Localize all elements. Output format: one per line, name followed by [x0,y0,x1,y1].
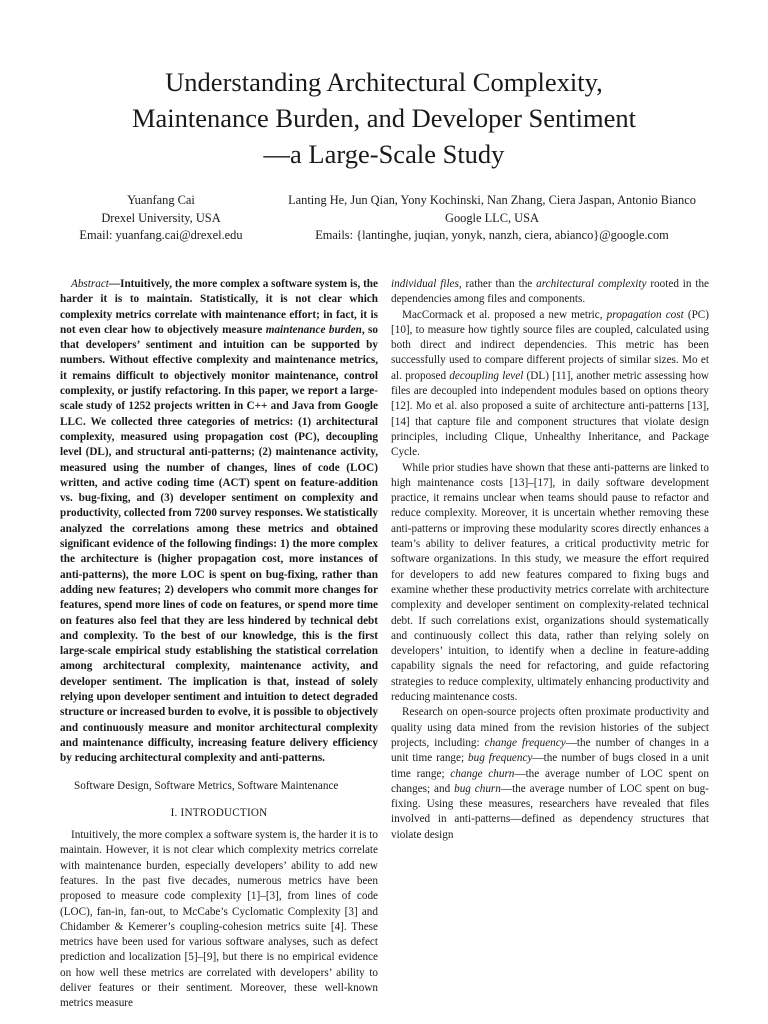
intro-paragraph-2 [391,308,709,461]
paragraph-text: MacCormack et al. proposed a new metric, [402,308,607,321]
keywords: Software Design, Software Metrics, Software Maintenance [74,779,339,792]
abstract-text: , so that developers’ sentiment and intuition can be supported by numbers. Without effective complexity and maintenance metrics, it remains difficult to objectively monitor maintenance, control complexity, or justify refactoring. In this paper, we report a large-scale study of 1252 projects written in C++ and Java from Google LLC. We collected three categories of metrics: (1) architectural complexity, measured using propagation cost (PC), decoupling level (DL), and structural anti-patterns; (2) maintenance activity, measured using the number of changes, lines of code (LOC) written, and active coding time (ACT) spent on feature-addition vs. bug-fixing, and (3) developer sentiment on complexity and productivity, collected from 7200 survey responses. We statistically analyzed the correlations among these metrics and obtained significant evidence of the following findings: 1) the more complex the architecture is (higher propagation cost, more instances of anti-patterns), the more LOC is spent on bug-fixing, rather than adding new features; 2) developers who commit more changes for features, spend more lines of code on features, or spend more time on features also feel that they are less hindered by technical debt and complexity. To the best of our knowledge, this is the first large-scale empirical study establishing the statistical correlation among architectural complexity, maintenance activity, and developer sentiment. The implication is that, instead of solely relying upon developer sentiment and intuition to detect degraded structure or increased burden to evolve, it is possible to objectively and continuously measure and monitor architectural complexity and maintenance difficulty, increasing feature delivery efficiency by reducing architectural complexity and anti-patterns. [60,323,378,765]
abstract-emphasis: maintenance burden [265,323,362,336]
paragraph-text: Research on open-source projects often proximate productivity and quality using data mined from the revision histories of the subject projects, including: [391,706,709,749]
emphasis: bug churn [454,782,501,795]
section-heading-introduction [60,806,378,821]
paragraph-text: (PC) [10], to measure how tightly source files are coupled, calculated using both direct and indirect dependencies. This metric has been successfully used to compare different projects of similar sizes. Mo et al. proposed [391,308,709,382]
emphasis: change churn [450,767,515,780]
paragraph-text: —the number of changes in a unit time range; [391,736,709,765]
paragraph-text: rooted in the dependencies among files and components. [391,278,710,306]
title-line: —a Large-Scale Study [263,139,505,169]
abstract-text: Intuitively, the more complex a software system is, the harder it is to maintain. Statistically, it is not clear which complexity metrics correlate with maintenance effort; in fact, it is not even clear how to objectively measure [60,278,378,336]
abstract-label: Abstract [71,278,109,290]
section-title-first: I [180,806,185,819]
emphasis: architectural complexity [536,278,647,290]
paragraph-text: , rather than the [458,278,537,290]
abstract [60,277,378,767]
emphasis: bug frequency [468,752,533,765]
left-column [60,277,378,1012]
emphasis: individual files [391,278,459,290]
institution: Drexel University, USA [101,210,221,225]
author-email: Emails: {lantinghe, juqian, yonyk, nanzh, ciera, abianco}@google.com [315,228,669,242]
abstract-dash: — [108,278,121,290]
title-line: Maintenance Burden, and Developer Sentiment [131,103,637,133]
intro-paragraph-4 [391,705,709,843]
institution: Google LLC, USA [445,210,539,225]
author-email: Email: yuanfang.cai@drexel.edu [79,228,243,242]
author-names: Yuanfang Cai [127,193,195,207]
section-number: I. [170,806,178,819]
paragraph-text: —the average number of LOC spent on bug-fixing. Using these measures, researchers have revealed that files involved in anti-patterns—defined as dependency structures that violate design [391,782,709,841]
intro-paragraph-3: While prior studies have shown that these anti-patterns are linked to high maintenance costs [13]–[17], in daily software development practice, it remains unclear when teams should pause to refactor and reduce complexity. Moreover, it is uncertain whether removing these anti-patterns or improving these modularity scores directly enhances a team’s ability to deliver features, a critical productivity metric for software organizations. In this study, we measure the effort required for developers to add new features compared to fixing bugs and examine whether these productivity metrics correlate with architecture complexity and developer sentiment on complexity-related technical debt. If such correlations exist, organizations should systematically and continuously collect this data, rather than relying solely on developers’ intuition, to identify when a decline in feature-adding capability signals the need for refactoring, and guide refactoring strategies to reduce complexity, ultimately enhancing productivity and reducing maintenance costs. [391,461,709,704]
affiliation-drexel [46,192,276,245]
title-line: Understanding Architectural Complexity, [165,67,603,97]
intro-paragraph-1 [60,828,378,1012]
paragraph-text: —the number of bugs closed in a unit time range; [391,752,710,780]
emphasis: change frequency [484,736,566,749]
paragraph-text: Intuitively, the more complex a software system is, the harder it is to maintain. However, it is not clear which complexity metrics correlate with maintenance burden, especially developers’ ability to add new features. In the past five decades, numerous metrics have been proposed to measure code complexity [1]–[3], from lines of code (LOC), fan-in, fan-out, to McCabe’s Cyclomatic Complexity [3] and Chidamber & Kemerer’s coupling-cohesion metrics suite [4]. These metrics have been used for various software analyses, such as defect prediction and localization [5]–[9], but there is no empirical evidence on how well these metrics are correlated with developers’ ability to deliver features or their sentiment. Moreover, these well-known metrics measure [60,829,378,1010]
paragraph-text: (DL) [11], another metric assessing how files are decoupled into independent modules based on options theory [12]. Mo et al. also proposed a suite of architecture anti-patterns [13], [14] that capture file and component structures that violate design principles, including Clique, Unhealthy Inheritance, and Package Cycle. [391,369,709,459]
emphasis: decoupling level [449,369,524,382]
right-column [391,277,709,843]
emphasis: propagation cost [606,308,684,321]
author-names: Lanting He, Jun Qian, Yony Kochinski, Nan Zhang, Ciera Jaspan, Antonio Bianco [288,193,696,207]
affiliation-google [250,192,734,245]
paragraph-text: —the average number of LOC spent on changes; and [391,767,709,795]
section-title-rest: NTRODUCTION [184,806,268,819]
intro-paragraph-1-continued [391,277,709,308]
paper-title [40,64,728,172]
